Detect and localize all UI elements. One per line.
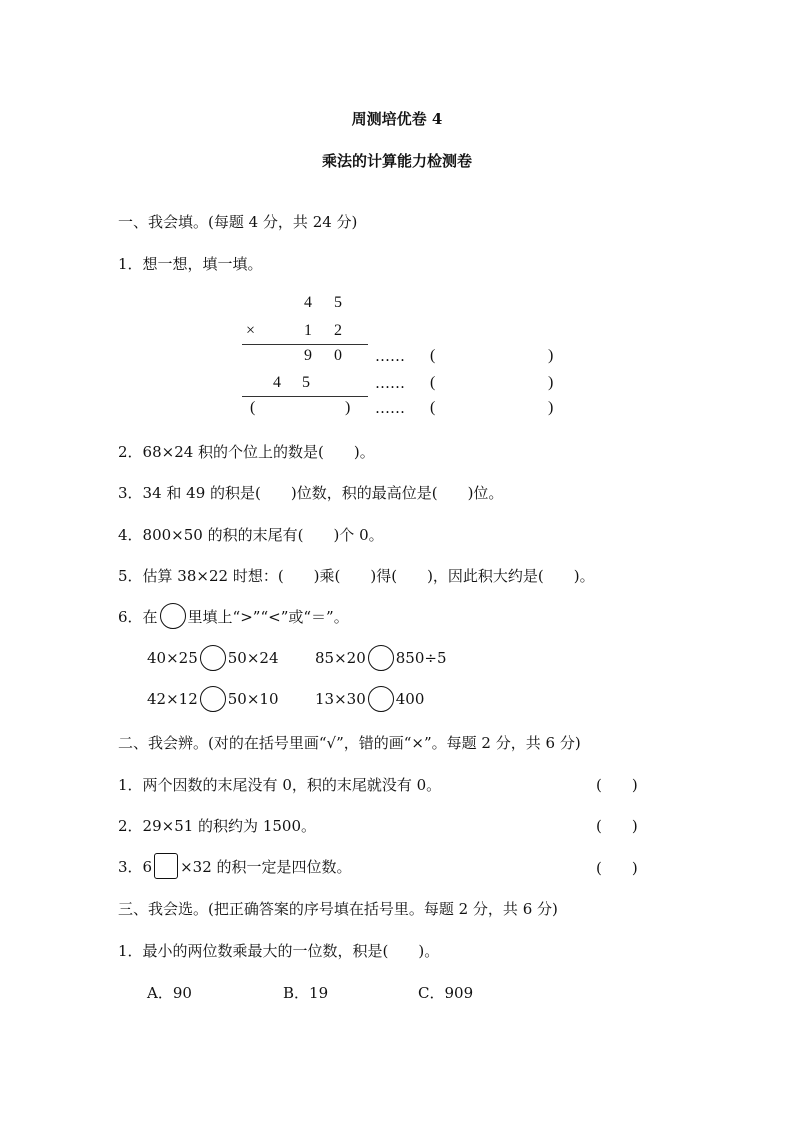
option-b: B．19 [283,984,329,1002]
digit-box-input[interactable] [154,853,178,879]
option-c: C．909 [418,984,474,1002]
digit: 1 [304,322,312,339]
answer-bracket[interactable]: ( ) [596,776,638,794]
compare-circle-input[interactable] [368,686,394,712]
annotation-dots: …… [375,374,405,392]
question-1-6-prefix: 6．在 [118,607,158,626]
question-1-6-suffix: 里填上“>”“<”或“＝”。 [187,607,349,626]
question-2-3-prefix: 3．6 [118,857,153,876]
annotation-dots: …… [375,347,405,365]
question-2-3 [118,853,352,879]
question-2-3-suffix: ×32 的积一定是四位数。 [180,857,352,876]
question-3-1: 1．最小的两位数乘最大的一位数，积是( )。 [118,942,440,960]
circle-blank-icon [160,603,186,629]
digit: 9 [304,347,312,364]
compare-item [315,686,424,712]
result-bracket-open: ( [250,399,256,416]
result-bracket-close: ) [345,399,351,416]
question-1-3: 3．34 和 49 的积是( )位数，积的最高位是( )位。 [118,484,504,502]
annotation-bracket-close: ) [548,399,554,416]
annotation-bracket-open: ( [430,347,436,364]
section-1-heading: 一、我会填。(每题 4 分，共 24 分) [118,213,358,231]
section-3-heading: 三、我会选。(把正确答案的序号填在括号里。每题 2 分，共 6 分) [118,900,558,918]
annotation-bracket-open: ( [430,374,436,391]
page-subtitle: 乘法的计算能力检测卷 [321,152,472,170]
section-2-heading: 二、我会辨。(对的在括号里画“√”，错的画“×”。每题 2 分，共 6 分) [118,734,581,752]
compare-right: 400 [395,690,425,708]
compare-left: 85×20 [315,649,366,667]
question-1-2: 2．68×24 积的个位上的数是( )。 [118,443,375,461]
answer-bracket[interactable]: ( ) [596,817,638,835]
digit: 4 [273,374,281,391]
question-1-5: 5．估算 38×22 时想：( )乘( )得( )，因此积大约是( )。 [118,567,595,585]
question-1-1: 1．想一想，填一填。 [118,255,263,273]
compare-right: 50×10 [227,690,279,708]
question-1-6 [118,603,349,629]
answer-bracket[interactable]: ( ) [596,859,638,877]
digit: 5 [334,294,342,311]
annotation-bracket-open: ( [430,399,436,416]
compare-right: 850÷5 [395,649,447,667]
annotation-bracket-close: ) [548,374,554,391]
digit: 2 [334,322,342,339]
annotation-bracket-close: ) [548,347,554,364]
question-2-2: 2．29×51 的积约为 1500。 [118,817,316,835]
calc-rule-line [242,344,368,345]
compare-circle-input[interactable] [368,645,394,671]
compare-left: 42×12 [147,690,198,708]
compare-circle-input[interactable] [200,686,226,712]
calc-rule-line [242,396,368,397]
compare-item [147,686,279,712]
compare-item [147,645,279,671]
compare-item [315,645,447,671]
compare-right: 50×24 [227,649,279,667]
compare-left: 13×30 [315,690,366,708]
compare-circle-input[interactable] [200,645,226,671]
annotation-dots: …… [375,399,405,417]
option-a: A．90 [147,984,192,1002]
times-sign: × [246,322,256,339]
digit: 4 [304,294,312,311]
question-1-4: 4．800×50 的积的末尾有( )个 0。 [118,526,384,544]
question-2-1: 1．两个因数的末尾没有 0，积的末尾就没有 0。 [118,776,442,794]
compare-left: 40×25 [147,649,198,667]
page-title: 周测培优卷 4 [351,110,443,128]
digit: 5 [302,374,310,391]
digit: 0 [334,347,342,364]
